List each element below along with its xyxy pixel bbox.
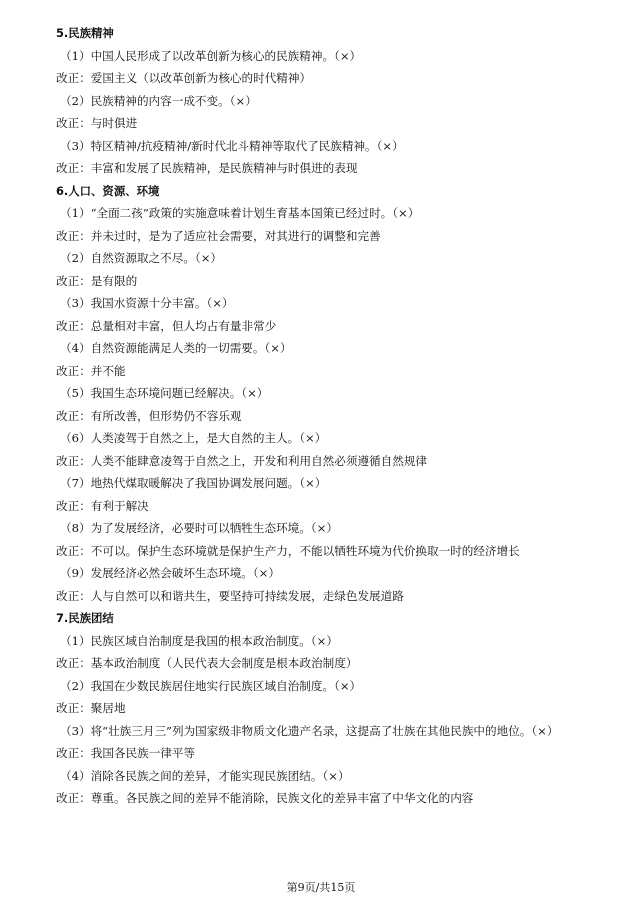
question-item: （2）自然资源取之不尽。（×） [60,251,223,265]
question-item: （2）民族精神的内容一成不变。（×） [60,93,257,108]
correction-line: 改正：基本政治制度（人民代表大会制度是根本政治制度） [56,656,358,670]
correction-line: 改正：并未过时，是为了适应社会需要，对其进行的调整和完善 [56,228,381,243]
question-item: （1）“全面二孩”政策的实施意味着计划生育基本国策已经过时。（×） [60,206,420,220]
correction-line: 改正：丰富和发展了民族精神，是民族精神与时俱进的表现 [56,161,358,175]
correction-line: 改正：有利于解决 [56,498,149,513]
correction-line: 改正：不可以。保护生态环境就是保护生产力，不能以牺牲环境为代价换取一时的经济增长 [56,543,520,558]
question-item: （2）我国在少数民族居住地实行民族区域自治制度。（×） [60,678,362,693]
correction-line: 改正：我国各民族一律平等 [56,746,196,760]
question-item: （4）消除各民族之间的差异，才能实现民族团结。（×） [60,768,350,783]
correction-line: 改正：人与自然可以和谐共生，要坚持可持续发展，走绿色发展道路 [56,588,404,603]
question-item: （8）为了发展经济，必要时可以牺牲生态环境。（×） [60,521,338,535]
section-heading: 7.民族团结 [56,611,114,625]
section-heading: 5.民族精神 [56,26,114,40]
correction-line: 改正：是有限的 [56,273,138,288]
question-item: （3）我国水资源十分丰富。（×） [60,296,234,310]
question-item: （1）民族区域自治制度是我国的根本政治制度。（×） [60,633,338,648]
question-item: （5）我国生态环境问题已经解决。（×） [60,386,269,400]
correction-line: 改正：尊重。各民族之间的差异不能消除，民族文化的差异丰富了中华文化的内容 [56,791,474,805]
document-body [56,22,616,810]
question-item: （1）中国人民形成了以改革创新为核心的民族精神。（×） [60,48,362,63]
correction-line: 改正：有所改善，但形势仍不容乐观 [56,408,242,423]
correction-line: 改正：并不能 [56,363,126,378]
correction-line: 改正：与时俱进 [56,116,138,130]
correction-line: 改正：爱国主义（以改革创新为核心的时代精神） [56,71,312,85]
question-item: （3）将“壮族三月三”列为国家级非物质文化遗产名录，这提高了壮族在其他民族中的地位。（×） [60,723,559,738]
question-item: （3）特区精神/抗疫精神/新时代北斗精神等取代了民族精神。（×） [60,138,404,153]
question-item: （4）自然资源能满足人类的一切需要。（×） [60,341,292,355]
question-item: （9）发展经济必然会破坏生态环境。（×） [60,566,280,580]
page-number: 第9页/共15页 [286,881,356,894]
question-item: （7）地热代煤取暖解决了我国协调发展问题。（×） [60,476,327,490]
correction-line: 改正：人类不能肆意凌驾于自然之上，开发和利用自然必须遵循自然规律 [56,453,428,468]
correction-line: 改正：总量相对丰富，但人均占有量非常少 [56,318,277,333]
question-item: （6）人类凌驾于自然之上，是大自然的主人。（×） [60,431,327,445]
section-heading: 6.人口、资源、环境 [56,183,160,198]
correction-line: 改正：聚居地 [56,701,126,715]
